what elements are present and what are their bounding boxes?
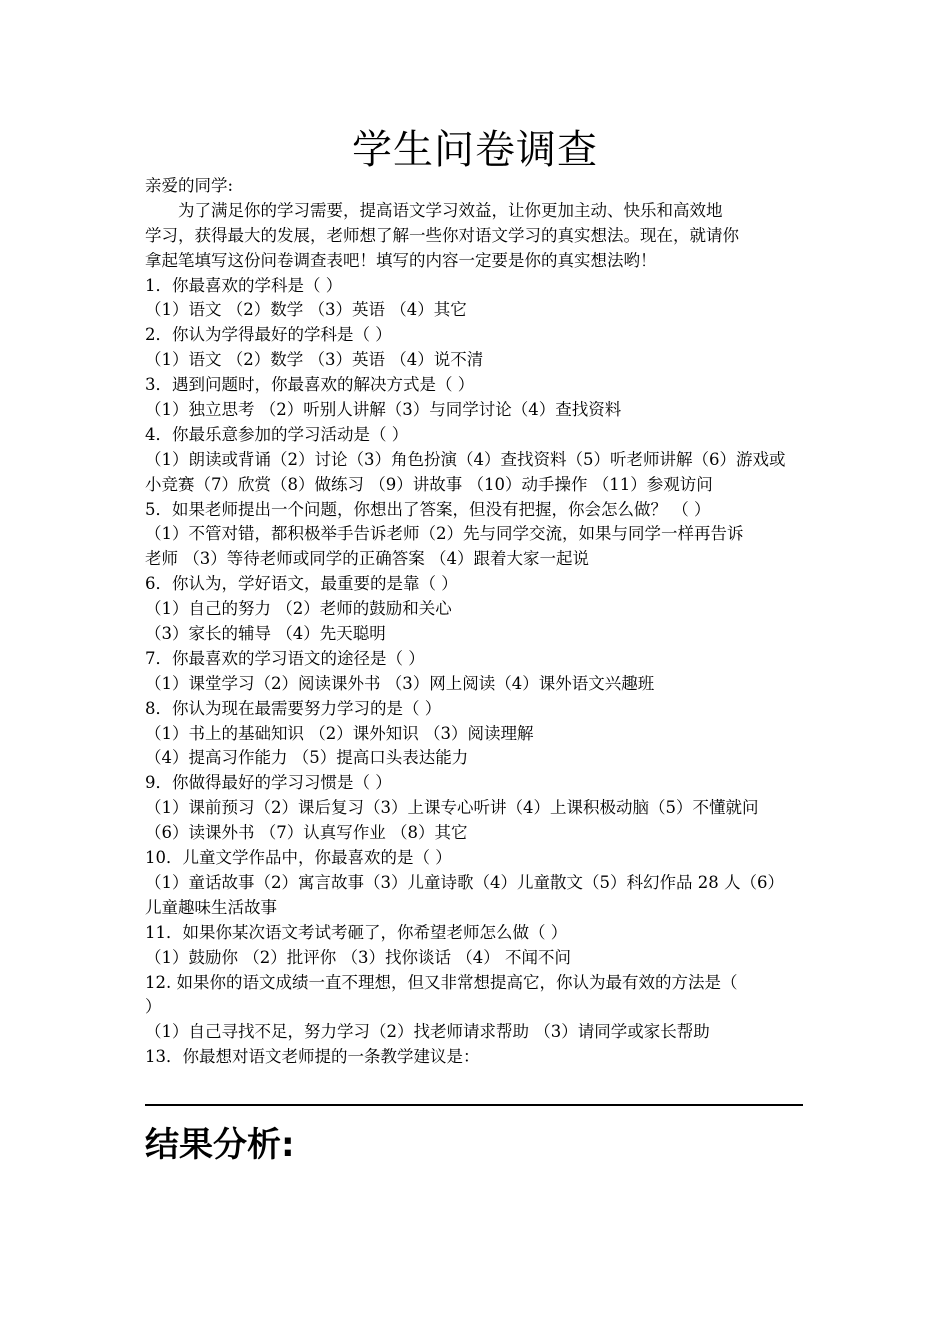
question-10-options: 儿童趣味生活故事 [145,897,277,917]
question-9-options: （1）课前预习（2）课后复习（3）上课专心听讲（4）上课积极动脑（5）不懂就问 [145,798,759,818]
question-4: 4．你最乐意参加的学习活动是（ ） [145,424,409,444]
intro-line: 学习，获得最大的发展，老师想了解一些你对语文学习的真实想法。现在，就请你 [145,225,739,245]
question-12: 12. 如果你的语文成绩一直不理想，但又非常想提高它，你认为最有效的方法是（ [145,972,738,992]
questionnaire-body [145,174,805,1070]
question-2-options: （1）语文 （2）数学 （3）英语 （4）说不清 [145,350,484,370]
question-6-options: （1）自己的努力 （2）老师的鼓励和关心 [145,599,452,619]
analysis-heading: 结果分析: [145,1125,295,1165]
question-2: 2．你认为学得最好的学科是（ ） [145,325,392,345]
question-5-options: 老师 （3）等待老师或同学的正确答案 （4）跟着大家一起说 [145,549,589,569]
question-11-options: （1）鼓励你 （2）批评你 （3）找你谈话 （4） 不闻不问 [145,947,571,967]
question-1: 1．你最喜欢的学科是（ ） [145,275,343,295]
divider-line [145,1104,803,1106]
question-5-options: （1）不管对错，都积极举手告诉老师（2）先与同学交流，如果与同学一样再告诉 [145,524,744,544]
question-1-options: （1）语文 （2）数学 （3）英语 （4）其它 [145,300,467,320]
question-5: 5．如果老师提出一个问题，你想出了答案，但没有把握，你会怎么做？ （ ） [145,499,711,519]
intro-line: 为了满足你的学习需要，提高语文学习效益，让你更加主动、快乐和高效地 [178,200,723,220]
question-13: 13．你最想对语文老师提的一条教学建议是： [145,1047,480,1067]
question-3: 3．遇到问题时，你最喜欢的解决方式是（ ） [145,375,475,395]
question-8-options: （1）书上的基础知识 （2）课外知识 （3）阅读理解 [145,723,534,743]
question-6-options: （3）家长的辅导 （4）先天聪明 [145,624,386,644]
intro-line: 拿起笔填写这份问卷调查表吧！填写的内容一定要是你的真实想法哟！ [145,250,657,270]
question-8: 8．你认为现在最需要努力学习的是（ ） [145,698,442,718]
question-4-options: （1）朗读或背诵（2）讨论（3）角色扮演（4）查找资料（5）听老师讲解（6）游戏或 [145,449,786,469]
question-9-options: （6）读课外书 （7）认真写作业 （8）其它 [145,823,468,843]
question-8-options: （4）提高习作能力 （5）提高口头表达能力 [145,748,469,768]
question-11: 11．如果你某次语文考试考砸了，你希望老师怎么做（ ） [145,922,568,942]
page-title: 学生问卷调查 [352,127,598,173]
question-7: 7．你最喜欢的学习语文的途径是（ ） [145,648,425,668]
question-10-options: （1）童话故事（2）寓言故事（3）儿童诗歌（4）儿童散文（5）科幻作品 28 人（6） [145,872,784,892]
question-4-options: 小竞赛（7）欣赏（8）做练习 （9）讲故事 （10）动手操作 （11）参观访问 [145,474,713,494]
greeting-line: 亲爱的同学: [145,176,234,195]
question-6: 6．你认为，学好语文，最重要的是靠（ ） [145,574,458,594]
question-12: ） [145,997,162,1017]
question-10: 10．儿童文学作品中，你最喜欢的是（ ） [145,848,452,868]
question-3-options: （1）独立思考 （2）听别人讲解（3）与同学讨论（4）查找资料 [145,400,622,420]
question-9: 9．你做得最好的学习习惯是（ ） [145,773,392,793]
question-7-options: （1）课堂学习（2）阅读课外书 （3）网上阅读（4）课外语文兴趣班 [145,673,655,693]
question-12-options: （1）自己寻找不足，努力学习（2）找老师请求帮助 （3）请同学或家长帮助 [145,1022,710,1042]
